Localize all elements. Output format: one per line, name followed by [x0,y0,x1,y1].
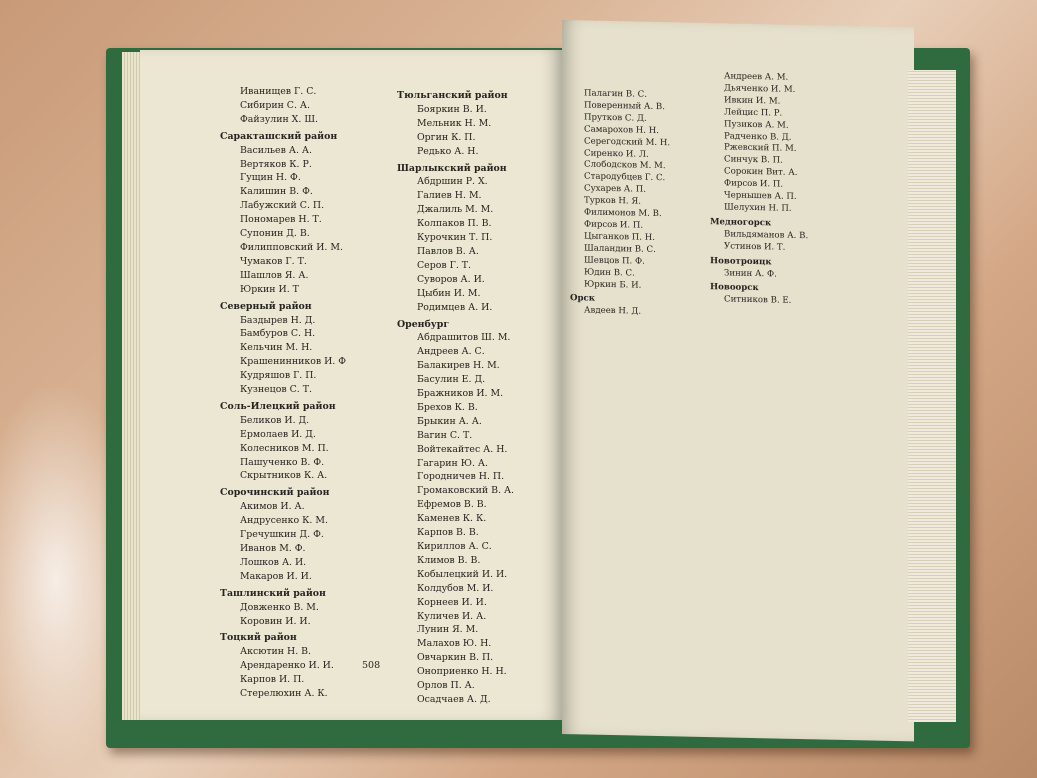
right-page-column-1 [570,88,670,319]
name-entry: Юдин В. С. [584,267,635,279]
name-entry: Самарохов Н. Н. [584,124,659,136]
name-entry: Акимов И. А. [240,501,305,513]
name-entry: Городничев Н. П. [417,471,505,483]
name-entry: Лейцис П. Р. [724,107,783,119]
name-entry: Балакирев Н. М. [417,360,500,372]
name-entry: Сорокин Вит. А. [724,166,798,179]
name-entry: Войтекайтес А. Н. [417,443,508,455]
name-entry: Осадчаев А. Д. [417,693,491,705]
name-entry: Кобылецкий И. И. [417,568,508,580]
section-heading: Новотроицк [710,255,772,267]
left-page-column-2 [397,89,514,707]
name-entry: Ржевский П. М. [724,142,797,155]
name-entry: Сухарев А. П. [584,183,646,196]
name-entry: Прутков С. Д. [584,112,647,124]
name-entry: Шаландин В. С. [584,243,656,255]
name-entry: Андрусенко К. М. [240,515,328,527]
name-entry: Каменев К. К. [417,513,487,525]
name-entry: Аксютин Н. В. [240,646,312,658]
left-page-column-1 [220,85,346,701]
section-heading: Шарлыкский район [397,162,507,174]
name-entry: Кузнецов С. Т. [240,384,312,396]
name-entry: Кудряшов Г. П. [240,370,317,382]
name-entry: Ивкин И. М. [724,95,781,107]
section-heading: Оренбург [397,318,450,330]
name-entry: Иванов М. Ф. [240,543,306,554]
name-entry: Мельник Н. М. [417,117,492,129]
name-entry: Гречушкин Д. Ф. [240,529,324,541]
name-entry: Оргин К. П. [417,131,476,143]
name-entry: Синчук В. П. [724,154,783,166]
name-entry: Вагин С. Т. [417,429,473,441]
name-entry: Родимцев А. И. [417,301,493,313]
section-heading: Медногорск [710,216,772,229]
name-entry: Серов Г. Т. [417,259,472,271]
name-entry: Авдеев Н. Д. [584,305,642,317]
name-entry: Стародубцев Г. С. [584,171,666,184]
name-entry: Калишин В. Ф. [240,186,313,198]
name-entry: Зинин А. Ф. [724,267,777,280]
name-entry: Поверенный А. В. [584,100,665,113]
name-entry: Филипповский И. М. [240,241,343,253]
name-entry: Кельчин М. Н. [240,342,313,354]
name-entry: Цыганков П. Н. [584,231,655,243]
page-number: 508 [362,660,381,671]
page-edges-right [908,70,956,722]
page-edges-left [122,52,142,720]
name-entry: Колесников М. П. [240,442,329,454]
name-entry: Макаров И. И. [240,570,312,582]
name-entry: Файзулин Х. Ш. [240,113,318,125]
name-entry: Климов В. В. [417,554,481,566]
name-entry: Филимонов М. В. [584,207,662,220]
name-entry: Лунин Я. М. [417,624,479,636]
name-entry: Колпаков П. В. [417,218,492,230]
name-entry: Брехов К. В. [417,401,478,413]
right-page [562,20,914,741]
name-entry: Дьяченко И. М. [724,83,796,95]
name-entry: Стерелюхин А. К. [240,688,328,700]
name-entry: Ситников В. Е. [724,294,792,307]
section-heading: Тюльганский район [397,90,508,101]
name-entry: Абдрашитов Ш. М. [417,332,511,344]
name-entry: Пономарев Н. Т. [240,214,322,226]
section-heading: Тоцкий район [220,632,297,644]
name-entry: Пашученко В. Ф. [240,456,325,468]
section-heading: Орск [570,293,595,305]
name-entry: Баздырев Н. Д. [240,314,316,326]
name-entry: Ефремов В. В. [417,499,487,511]
name-entry: Юркин И. Т [240,283,299,295]
name-entry: Громаковский В. А. [417,485,515,497]
name-entry: Суворов А. И. [417,273,485,285]
name-entry: Оноприенко Н. Н. [417,666,507,678]
name-entry: Басулин Е. Д. [417,374,486,386]
left-page [140,50,562,720]
name-entry: Крашенинников И. Ф [240,356,347,368]
name-entry: Абдршин Р. Х. [417,176,488,188]
right-page-column-2 [710,71,808,308]
name-entry: Цыбин И. М. [417,287,481,299]
section-heading: Соль-Илецкий район [220,400,336,412]
name-entry: Фирсов И. П. [584,219,644,231]
section-heading: Северный район [220,300,312,312]
name-entry: Радченко В. Д. [724,130,792,143]
name-entry: Редько А. Н. [417,145,479,157]
name-entry: Орлов П. А. [417,680,475,692]
section-heading: Саракташский район [220,130,338,142]
name-entry: Скрытников К. А. [240,470,328,482]
name-entry: Малахов Ю. Н. [417,638,492,650]
name-entry: Супонин Д. В. [240,228,310,240]
name-entry: Лошков А. И. [240,556,307,568]
name-entry: Андреев А. М. [724,71,789,83]
name-entry: Гагарин Ю. А. [417,457,489,469]
name-entry: Пузиков А. М. [724,119,789,131]
name-entry: Юркин Б. И. [584,278,642,291]
name-entry: Васильев А. А. [240,144,312,156]
name-entry: Палагин В. С. [584,88,647,100]
name-entry: Вертяков К. Р. [240,158,312,170]
name-entry: Довженко В. М. [240,601,319,613]
name-entry: Шелухин Н. П. [724,202,792,214]
name-entry: Сибирин С. А. [240,99,311,111]
name-entry: Галиев Н. М. [417,190,482,202]
name-entry: Турков Н. Я. [584,195,642,207]
name-entry: Беликов И. Д. [240,414,310,426]
name-entry: Карпов И. П. [240,674,305,686]
name-entry: Чернышев А. П. [724,190,797,202]
name-entry: Чумаков Г. Т. [240,255,307,267]
name-entry: Фирсов И. П. [724,178,784,190]
name-entry: Гущин Н. Ф. [240,172,301,184]
name-entry: Брыкин А. А. [417,415,482,427]
section-heading: Ташлинский район [220,587,326,599]
name-entry: Шевцов П. Ф. [584,255,645,267]
name-entry: Серегодский М. Н. [584,136,671,148]
name-entry: Джалиль М. М. [417,204,494,216]
name-entry: Колдубов М. И. [417,582,494,594]
name-entry: Слободсков М. М. [584,159,666,172]
name-entry: Иванищев Г. С. [240,86,317,97]
name-entry: Корнеев И. И. [417,596,487,608]
name-entry: Овчаркин В. П. [417,652,494,664]
name-entry: Куличев И. А. [417,610,487,622]
name-entry: Ермолаев И. Д. [240,428,316,440]
section-heading: Сорочинский район [220,487,330,499]
name-entry: Арендаренко И. И. [240,660,334,672]
name-entry: Курочкин Т. П. [417,232,493,244]
name-entry: Кириллов А. С. [417,541,492,552]
name-entry: Сиренко И. Л. [584,147,649,160]
name-entry: Карпов В. В. [417,527,479,539]
name-entry: Лабужский С. П. [240,200,325,212]
name-entry: Устинов И. Т. [724,241,786,253]
name-entry: Павлов В. А. [417,245,479,257]
name-entry: Вильдяманов А. В. [724,229,809,241]
section-heading: Новоорск [710,282,759,294]
name-entry: Шашлов Я. А. [240,269,309,281]
name-entry: Бражников И. М. [417,388,504,400]
name-entry: Андреев А. С. [417,346,485,358]
name-entry: Бамбуров С. Н. [240,328,316,340]
name-entry: Коровин И. И. [240,615,311,627]
name-entry: Бояркин В. И. [417,103,487,115]
